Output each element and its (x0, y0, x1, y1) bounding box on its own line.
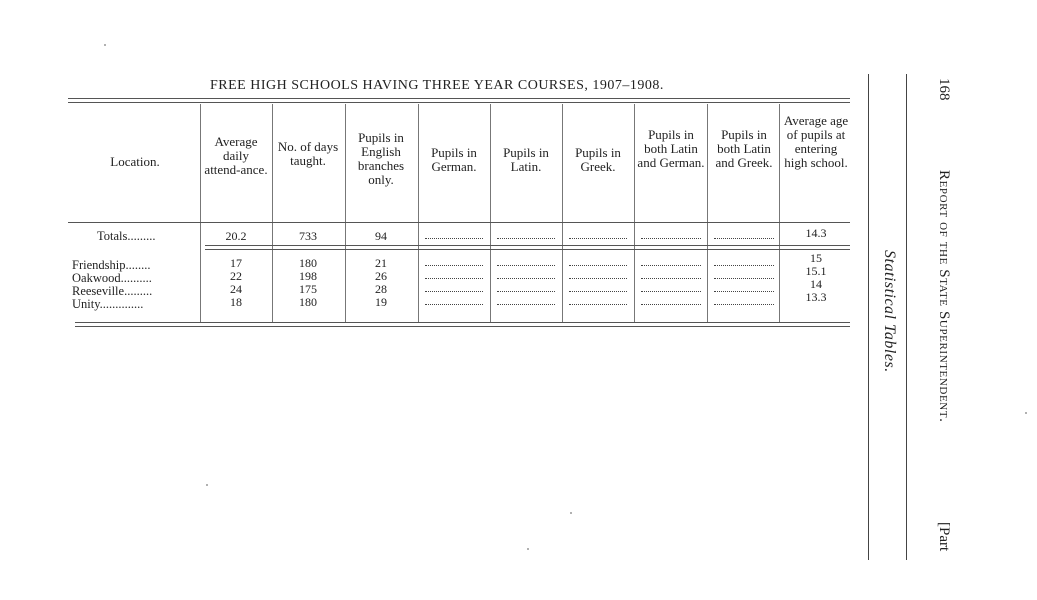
row-blank (641, 265, 701, 266)
row-avg-attendance: 18 (230, 295, 242, 309)
paper-speck (570, 512, 572, 514)
row-blank (569, 265, 627, 266)
col-divider (272, 104, 273, 322)
row-blank (425, 265, 483, 266)
paper-speck (527, 548, 529, 550)
row-english-only: 19 (375, 295, 387, 309)
row-days-taught: 175 (299, 282, 317, 296)
page-rule (906, 74, 907, 560)
row-blank (497, 291, 555, 292)
totals-latin-blank (497, 238, 555, 239)
row-avg-attendance: 22 (230, 269, 242, 283)
col-divider (490, 104, 491, 322)
paper-speck (104, 44, 106, 46)
top-rule-2 (68, 102, 850, 103)
row-blank (497, 304, 555, 305)
table-title: FREE HIGH SCHOOLS HAVING THREE YEAR COURSES, 1907–1908. (210, 78, 664, 93)
col-divider (562, 104, 563, 322)
row-blank (569, 291, 627, 292)
row-avg-attendance: 17 (230, 256, 242, 270)
row-blank (425, 304, 483, 305)
totals-latin-greek-blank (714, 238, 774, 239)
row-days-taught: 180 (299, 256, 317, 270)
totals-english-only: 94 (375, 229, 387, 243)
row-blank (569, 304, 627, 305)
row-location: Reeseville......... (72, 284, 153, 298)
totals-label: Totals......... (97, 229, 156, 243)
col-divider (707, 104, 708, 322)
col-divider (634, 104, 635, 322)
paper-speck (1025, 412, 1027, 414)
row-blank (497, 265, 555, 266)
header-avg-attendance: Average daily attend-ance. (204, 134, 268, 177)
header-days-taught: No. of days taught. (277, 139, 339, 168)
running-head: Report of the State Superintendent. (936, 170, 952, 423)
row-blank (714, 265, 774, 266)
page-number: 168 (936, 78, 952, 101)
section-title: Statistical Tables. (881, 250, 898, 373)
totals-avg-attendance: 20.2 (225, 229, 247, 243)
row-blank (425, 291, 483, 292)
row-avg-age: 13.3 (805, 290, 827, 304)
totals-greek-blank (569, 238, 627, 239)
header-german: Pupils in German. (431, 145, 477, 174)
row-blank (641, 291, 701, 292)
row-location: Oakwood.......... (72, 271, 152, 285)
paper-speck (206, 484, 208, 486)
totals-german-blank (425, 238, 483, 239)
row-location: Unity.............. (72, 297, 144, 311)
row-blank (714, 291, 774, 292)
totals-days-taught: 733 (299, 229, 317, 243)
header-rule (68, 222, 850, 223)
row-english-only: 21 (375, 256, 387, 270)
header-location: Location. (110, 154, 160, 169)
header-latin: Pupils in Latin. (503, 145, 549, 174)
row-blank (569, 278, 627, 279)
bottom-rule (75, 322, 850, 323)
col-divider (418, 104, 419, 322)
row-blank (641, 278, 701, 279)
bottom-rule-2 (75, 326, 850, 327)
row-avg-age: 15.1 (805, 264, 827, 278)
col-divider (779, 104, 780, 322)
top-rule (68, 98, 850, 99)
part-label: [Part (936, 522, 952, 552)
totals-avg-age: 14.3 (805, 226, 827, 240)
row-location: Friendship........ (72, 258, 151, 272)
totals-rule (205, 245, 850, 246)
row-avg-age: 15 (810, 251, 822, 265)
col-divider (345, 104, 346, 322)
row-blank (425, 278, 483, 279)
header-latin-greek: Pupils in both Latin and Greek. (715, 127, 773, 170)
row-blank (641, 304, 701, 305)
header-latin-german: Pupils in both Latin and German. (637, 127, 705, 170)
col-divider (200, 104, 201, 322)
row-blank (497, 278, 555, 279)
row-avg-attendance: 24 (230, 282, 242, 296)
row-days-taught: 198 (299, 269, 317, 283)
row-english-only: 26 (375, 269, 387, 283)
row-english-only: 28 (375, 282, 387, 296)
page-rule (868, 74, 869, 560)
header-greek: Pupils in Greek. (575, 145, 621, 174)
header-avg-age: Average age of pupils at entering high school. (783, 113, 849, 170)
row-blank (714, 304, 774, 305)
row-blank (714, 278, 774, 279)
totals-rule-2 (205, 249, 850, 250)
row-avg-age: 14 (810, 277, 822, 291)
totals-latin-german-blank (641, 238, 701, 239)
header-english-only: Pupils in English branches only. (357, 130, 405, 187)
row-days-taught: 180 (299, 295, 317, 309)
